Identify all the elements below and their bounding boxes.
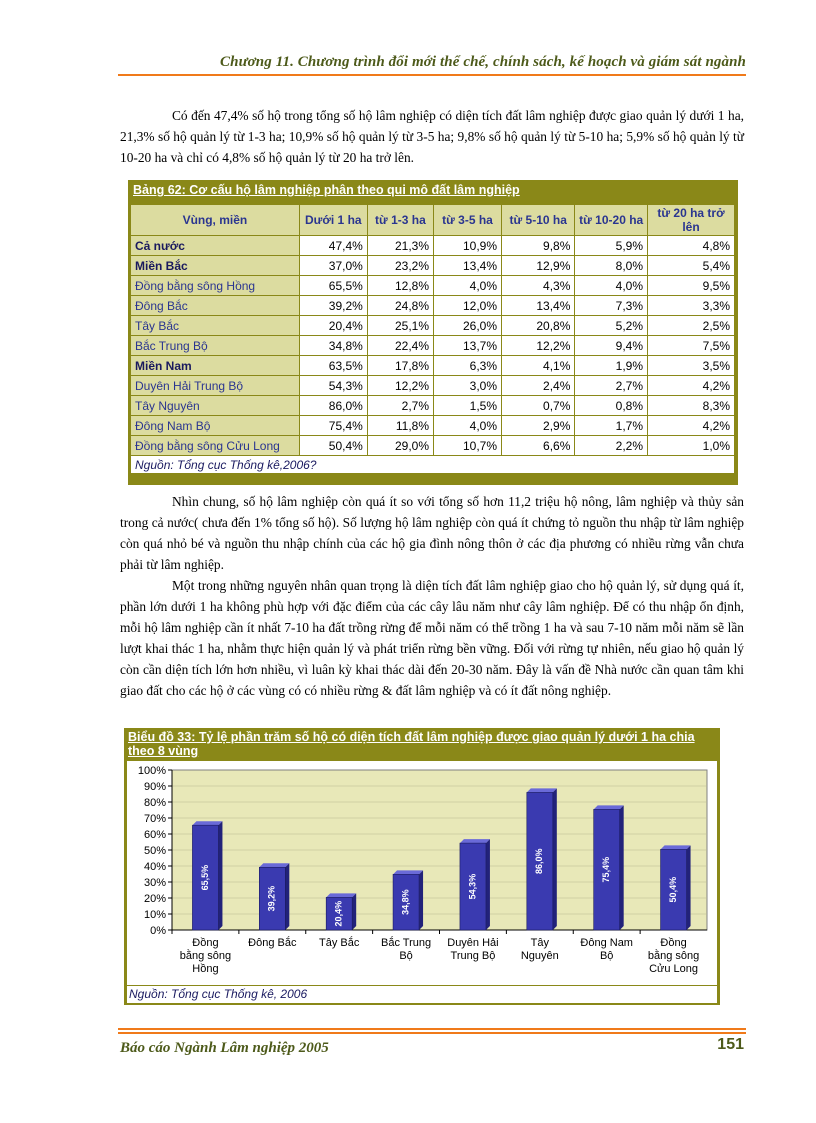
bar-chart xyxy=(127,761,717,985)
paragraph-intro xyxy=(120,105,744,168)
table-row xyxy=(131,335,735,355)
household-structure-table xyxy=(131,205,735,473)
y-tick-label: 40% xyxy=(143,861,166,873)
table-source-row xyxy=(131,455,735,473)
table-value-cell: 3,3% xyxy=(648,295,735,315)
x-tick-label: Bắc Trung xyxy=(380,937,432,949)
bar-side xyxy=(687,845,691,930)
table-value-cell: 10,9% xyxy=(434,235,502,255)
bar-top xyxy=(527,788,557,792)
table-value-cell: 13,4% xyxy=(502,295,575,315)
table-value-cell: 2,9% xyxy=(502,415,575,435)
table-value-cell: 9,8% xyxy=(502,235,575,255)
table-row xyxy=(131,275,735,295)
x-tick-label: bằng sông xyxy=(647,950,700,962)
bar-side xyxy=(218,821,222,930)
table-value-cell: 22,4% xyxy=(368,335,434,355)
table-value-cell: 17,8% xyxy=(368,355,434,375)
table-value-cell: 10,7% xyxy=(434,435,502,455)
x-tick-label: Bộ xyxy=(599,950,614,962)
table-region-cell: Tây Nguyên xyxy=(131,395,300,415)
table-region-cell: Tây Bắc xyxy=(131,315,300,335)
table-value-cell: 2,4% xyxy=(502,375,575,395)
bar-top xyxy=(326,893,356,897)
bar-top xyxy=(192,821,222,825)
table-value-cell: 3,5% xyxy=(648,355,735,375)
table-value-cell: 65,5% xyxy=(300,275,368,295)
table-value-cell: 12,2% xyxy=(502,335,575,355)
chart-source: Nguồn: Tổng cục Thống kê, 2006 xyxy=(127,986,717,1003)
table-header-cell: từ 1-3 ha xyxy=(368,205,434,235)
table-row xyxy=(131,235,735,255)
table-title: Bảng 62: Cơ cấu hộ lâm nghiệp phân theo qui mô đất lâm nghiệp xyxy=(133,183,520,197)
bar-side xyxy=(553,788,557,930)
table-row xyxy=(131,415,735,435)
table-header-cell: từ 20 ha trở lên xyxy=(648,205,735,235)
y-tick-label: 10% xyxy=(143,909,166,921)
table-value-cell: 13,7% xyxy=(434,335,502,355)
x-tick-label: Cửu Long xyxy=(649,963,699,975)
y-tick-label: 20% xyxy=(143,893,166,905)
table-value-cell: 29,0% xyxy=(368,435,434,455)
table-value-cell: 21,3% xyxy=(368,235,434,255)
table-value-cell: 2,2% xyxy=(575,435,648,455)
table-value-cell: 1,9% xyxy=(575,355,648,375)
table-row xyxy=(131,255,735,275)
table-value-cell: 1,5% xyxy=(434,395,502,415)
table-region-cell: Đông Nam Bộ xyxy=(131,415,300,435)
table-value-cell: 9,4% xyxy=(575,335,648,355)
table-value-cell: 47,4% xyxy=(300,235,368,255)
table-value-cell: 9,5% xyxy=(648,275,735,295)
table-value-cell: 54,3% xyxy=(300,375,368,395)
table-value-cell: 23,2% xyxy=(368,255,434,275)
footer-divider-top xyxy=(118,1028,746,1030)
table-value-cell: 0,7% xyxy=(502,395,575,415)
data-label: 65,5% xyxy=(199,864,210,891)
table-value-cell: 4,8% xyxy=(648,235,735,255)
y-tick-label: 30% xyxy=(143,877,166,889)
bar-side xyxy=(419,870,423,930)
table-value-cell: 75,4% xyxy=(300,415,368,435)
table-value-cell: 86,0% xyxy=(300,395,368,415)
table-header-cell: từ 5-10 ha xyxy=(502,205,575,235)
paragraph-overview-text: Nhìn chung, số hộ lâm nghiệp còn quá ít so với tổng số hơn 11,2 triệu hộ nông, lâm nghiệp và thủy sản trong cả nước( chưa đến 1% tổng số hộ). Số lượng hộ lâm nghiệp còn quá ít chứng tỏ nguồn thu nhập từ lâm nghiệp còn quá nhỏ bé và nguồn thu nhập chính của các hộ gia đình nông thôn ở các địa phương có nhiều rừng vẫn chưa phải từ lâm nghiệp. xyxy=(120,494,744,572)
x-tick-label: Tây xyxy=(530,937,549,949)
x-tick-label: Hồng xyxy=(192,963,219,975)
table-region-cell: Cả nước xyxy=(131,235,300,255)
table-value-cell: 4,0% xyxy=(575,275,648,295)
table-value-cell: 5,9% xyxy=(575,235,648,255)
x-tick-label: Bộ xyxy=(399,950,413,962)
table-value-cell: 50,4% xyxy=(300,435,368,455)
data-label: 86,0% xyxy=(534,848,545,874)
data-label: 20,4% xyxy=(333,900,344,927)
x-tick-label: Đông Bắc xyxy=(248,937,297,949)
table-value-cell: 26,0% xyxy=(434,315,502,335)
table-value-cell: 4,2% xyxy=(648,375,735,395)
table-header-row xyxy=(131,205,735,235)
y-tick-label: 60% xyxy=(143,829,166,841)
table-region-cell: Duyên Hải Trung Bộ xyxy=(131,375,300,395)
bar-side xyxy=(620,805,624,930)
table-header-cell: Vùng, miền xyxy=(131,205,300,235)
table-value-cell: 6,3% xyxy=(434,355,502,375)
x-tick-label: Trung Bộ xyxy=(450,950,496,962)
paragraph-causes-text: Một trong những nguyên nhân quan trọng là diện tích đất lâm nghiệp giao cho hộ quản lý, sử dụng quá ít, phần lớn dưới 1 ha không phù hợp với đặc điểm của các cây lâu năm như cây lâm nghiệp. Để có thu nhập ổn định, mỗi hộ lâm nghiệp cần ít nhất 7-10 ha đất trồng rừng để mỗi năm có thể trồng 1 ha và sau 7-10 năm mỗi năm sẽ lần lượt khai thác 1 ha, nhằm thực hiện quản lý và phát triển rừng bền vững. Đối với rừng tự nhiên, nếu giao hộ quản lý còn cần diện tích lớn hơn nhiều, vì luân kỳ khai thác dài đến 20-30 năm. Đây là vấn đề Nhà nước cần quan tâm khi giao đất cho các hộ ở các vùng có có nhiều rừng & đất lâm nghiệp và có ít đất nông nghiệp. xyxy=(120,578,744,698)
table-value-cell: 5,4% xyxy=(648,255,735,275)
header-divider xyxy=(118,74,746,76)
x-tick-label: Đồng xyxy=(660,937,687,949)
x-tick-label: Duyên Hải xyxy=(447,937,499,949)
bar-top xyxy=(259,863,289,867)
table-value-cell: 63,5% xyxy=(300,355,368,375)
table-value-cell: 4,2% xyxy=(648,415,735,435)
y-tick-label: 90% xyxy=(143,781,166,793)
bar-side xyxy=(486,839,490,930)
table-value-cell: 4,0% xyxy=(434,275,502,295)
report-title: Báo cáo Ngành Lâm nghiệp 2005 xyxy=(120,1040,329,1056)
chart-area xyxy=(127,761,717,985)
bar-top xyxy=(393,870,423,874)
table-region-cell: Đồng bằng sông Hồng xyxy=(131,275,300,295)
table-value-cell: 1,0% xyxy=(648,435,735,455)
table-value-cell: 2,7% xyxy=(575,375,648,395)
table-value-cell: 8,3% xyxy=(648,395,735,415)
table-header-cell: Dưới 1 ha xyxy=(300,205,368,235)
table-value-cell: 13,4% xyxy=(434,255,502,275)
y-tick-label: 80% xyxy=(143,797,166,809)
table-value-cell: 3,0% xyxy=(434,375,502,395)
data-label: 50,4% xyxy=(667,876,678,903)
table-region-cell: Đông Bắc xyxy=(131,295,300,315)
table-value-cell: 11,8% xyxy=(368,415,434,435)
bar-side xyxy=(352,893,356,930)
table-value-cell: 7,3% xyxy=(575,295,648,315)
table-value-cell: 12,8% xyxy=(368,275,434,295)
chapter-title: Chương 11. Chương trình đổi mới thể chế, chính sách, kế hoạch và giám sát ngành xyxy=(220,54,746,70)
table-value-cell: 25,1% xyxy=(368,315,434,335)
table-value-cell: 12,0% xyxy=(434,295,502,315)
table-row xyxy=(131,435,735,455)
table-region-cell: Miền Bắc xyxy=(131,255,300,275)
table-row xyxy=(131,295,735,315)
x-tick-label: Tây Bắc xyxy=(319,937,360,949)
data-label: 75,4% xyxy=(601,856,612,883)
table-value-cell: 34,8% xyxy=(300,335,368,355)
table-value-cell: 2,7% xyxy=(368,395,434,415)
paragraph-overview xyxy=(120,491,744,575)
table-value-cell: 0,8% xyxy=(575,395,648,415)
paragraph-causes xyxy=(120,575,744,701)
table-value-cell: 12,2% xyxy=(368,375,434,395)
table-value-cell: 6,6% xyxy=(502,435,575,455)
table-value-cell: 37,0% xyxy=(300,255,368,275)
table-row xyxy=(131,355,735,375)
y-tick-label: 100% xyxy=(137,765,166,777)
table-value-cell: 20,4% xyxy=(300,315,368,335)
page-number: 151 xyxy=(717,1036,744,1053)
table-row xyxy=(131,315,735,335)
y-tick-label: 70% xyxy=(143,813,166,825)
table-row xyxy=(131,395,735,415)
table-value-cell: 4,1% xyxy=(502,355,575,375)
data-label: 54,3% xyxy=(467,873,478,900)
y-tick-label: 0% xyxy=(150,925,166,937)
table-header-cell: từ 3-5 ha xyxy=(434,205,502,235)
chart-title: Biểu đồ 33: Tỷ lệ phần trăm số hộ có diện tích đất lâm nghiệp được giao quản lý dưới 1 ha chia theo 8 vùng xyxy=(128,730,695,758)
table-value-cell: 20,8% xyxy=(502,315,575,335)
bar-top xyxy=(661,845,691,849)
table-value-cell: 1,7% xyxy=(575,415,648,435)
table-region-cell: Đồng bằng sông Cửu Long xyxy=(131,435,300,455)
table-value-cell: 4,3% xyxy=(502,275,575,295)
table-source: Nguồn: Tổng cục Thống kê,2006? xyxy=(131,455,735,473)
table-value-cell: 4,0% xyxy=(434,415,502,435)
table-value-cell: 2,5% xyxy=(648,315,735,335)
table-header-cell: từ 10-20 ha xyxy=(575,205,648,235)
data-label: 39,2% xyxy=(266,885,277,912)
table-value-cell: 24,8% xyxy=(368,295,434,315)
table-value-cell: 7,5% xyxy=(648,335,735,355)
table-value-cell: 8,0% xyxy=(575,255,648,275)
bar-top xyxy=(594,805,624,809)
table-value-cell: 12,9% xyxy=(502,255,575,275)
y-tick-label: 50% xyxy=(143,845,166,857)
bar-side xyxy=(285,863,289,930)
x-tick-label: Nguyên xyxy=(520,950,559,962)
table-row xyxy=(131,375,735,395)
footer-divider-bottom xyxy=(118,1032,746,1034)
x-tick-label: Đông Nam xyxy=(580,937,633,949)
paragraph-intro-text: Có đến 47,4% số hộ trong tổng số hộ lâm nghiệp có diện tích đất lâm nghiệp được giao quản lý dưới 1 ha, 21,3% số hộ quản lý từ 1-3 ha; 10,9% số hộ quản lý từ 3-5 ha; 9,8% số hộ quản lý từ 5-10 ha; 5,9% số hộ quản lý từ 10-20 ha và chỉ có 4,8% số hộ quản lý từ 20 ha trở lên. xyxy=(120,108,744,165)
table-value-cell: 39,2% xyxy=(300,295,368,315)
x-tick-label: bằng sông xyxy=(179,950,232,962)
table-value-cell: 5,2% xyxy=(575,315,648,335)
table-region-cell: Bắc Trung Bộ xyxy=(131,335,300,355)
bar-top xyxy=(460,839,490,843)
table-region-cell: Miền Nam xyxy=(131,355,300,375)
data-label: 34,8% xyxy=(400,889,411,915)
x-tick-label: Đồng xyxy=(192,937,219,949)
